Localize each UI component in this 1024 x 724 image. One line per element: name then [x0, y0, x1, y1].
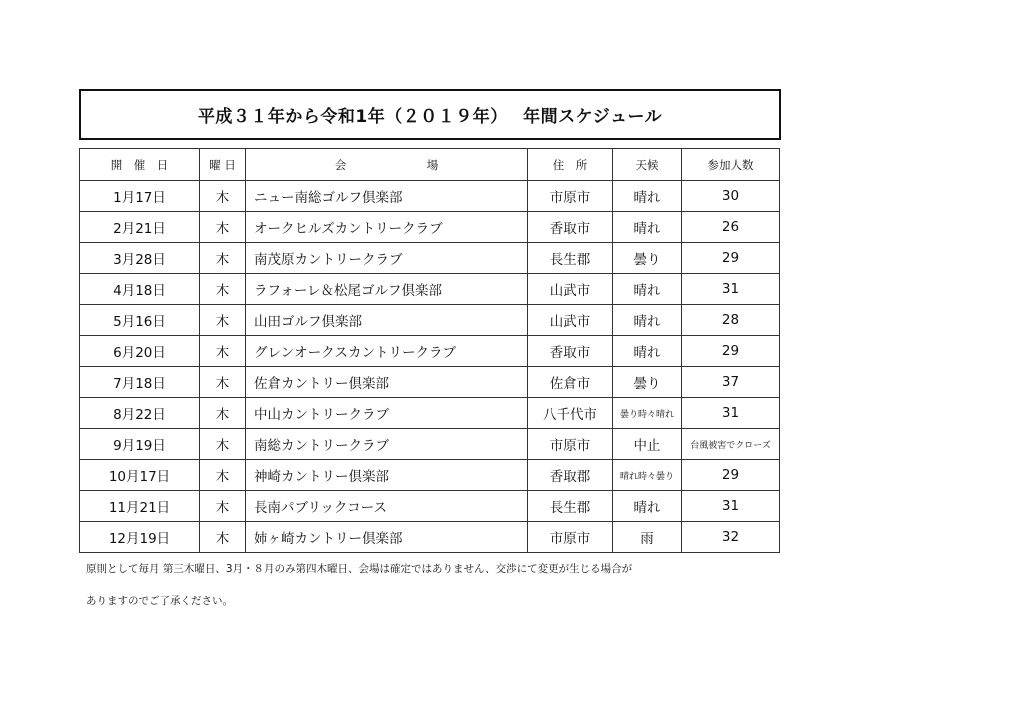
table-header-row	[80, 149, 780, 181]
table-row	[80, 212, 780, 243]
cell-location: 香取市	[528, 336, 613, 367]
cell-weekday: 木	[200, 212, 246, 243]
cell-location: 八千代市	[528, 398, 613, 429]
table-row	[80, 460, 780, 491]
table-row	[80, 522, 780, 553]
note-line-1: 原則として毎月 第三木曜日、3月・８月のみ第四木曜日、会場は確定ではありません、交渉にて変更が生じる場合が	[86, 563, 633, 575]
schedule-title-box	[79, 89, 781, 140]
cell-date: 6月20日	[80, 336, 200, 367]
cell-date: 1月17日	[80, 181, 200, 212]
cell-participants: 30	[682, 181, 780, 212]
cell-venue: オークヒルズカントリークラブ	[246, 212, 528, 243]
table-row	[80, 181, 780, 212]
cell-participants: 29	[682, 243, 780, 274]
cell-participants: 31	[682, 274, 780, 305]
cell-weather: 晴れ	[613, 305, 682, 336]
cell-date: 9月19日	[80, 429, 200, 460]
cell-venue: 佐倉カントリー倶楽部	[246, 367, 528, 398]
cell-location: 香取郡	[528, 460, 613, 491]
header-weather: 天候	[613, 149, 682, 181]
cell-weekday: 木	[200, 398, 246, 429]
cell-date: 8月22日	[80, 398, 200, 429]
table-row	[80, 491, 780, 522]
table-row	[80, 274, 780, 305]
cell-participants: 29	[682, 336, 780, 367]
note-line-2: ありますのでご了承ください。	[86, 595, 233, 607]
cell-weekday: 木	[200, 491, 246, 522]
cell-weather: 中止	[613, 429, 682, 460]
cell-date: 12月19日	[80, 522, 200, 553]
table-row	[80, 398, 780, 429]
cell-location: 佐倉市	[528, 367, 613, 398]
cell-weather: 晴れ時々曇り	[613, 460, 682, 491]
cell-weather: 晴れ	[613, 336, 682, 367]
cell-participants: 29	[682, 460, 780, 491]
schedule-table	[79, 148, 780, 553]
cell-venue: ニュー南総ゴルフ倶楽部	[246, 181, 528, 212]
cell-venue: 山田ゴルフ倶楽部	[246, 305, 528, 336]
cell-date: 5月16日	[80, 305, 200, 336]
header-date: 開 催 日	[80, 149, 200, 181]
cell-location: 山武市	[528, 305, 613, 336]
page-title: 平成３１年から令和1年（２０１９年） 年間スケジュール	[197, 107, 663, 127]
cell-participants: 26	[682, 212, 780, 243]
cell-date: 2月21日	[80, 212, 200, 243]
cell-weather: 晴れ	[613, 274, 682, 305]
cell-participants: 32	[682, 522, 780, 553]
cell-weather: 晴れ	[613, 491, 682, 522]
cell-weekday: 木	[200, 181, 246, 212]
cell-participants: 31	[682, 491, 780, 522]
cell-location: 長生郡	[528, 243, 613, 274]
cell-venue: グレンオークスカントリークラブ	[246, 336, 528, 367]
cell-weekday: 木	[200, 429, 246, 460]
cell-location: 山武市	[528, 274, 613, 305]
cell-location: 市原市	[528, 522, 613, 553]
cell-weather: 曇り時々晴れ	[613, 398, 682, 429]
cell-location: 香取市	[528, 212, 613, 243]
cell-participants: 台風被害でクローズ	[682, 429, 780, 460]
cell-weekday: 木	[200, 243, 246, 274]
table-row	[80, 336, 780, 367]
cell-date: 4月18日	[80, 274, 200, 305]
cell-weather: 晴れ	[613, 181, 682, 212]
table-row	[80, 305, 780, 336]
cell-weather: 曇り	[613, 243, 682, 274]
header-participants: 参加人数	[682, 149, 780, 181]
cell-location: 市原市	[528, 181, 613, 212]
table-row	[80, 429, 780, 460]
cell-date: 11月21日	[80, 491, 200, 522]
cell-weather: 晴れ	[613, 212, 682, 243]
header-weekday: 曜 日	[200, 149, 246, 181]
cell-venue: 南茂原カントリークラブ	[246, 243, 528, 274]
cell-participants: 37	[682, 367, 780, 398]
cell-weekday: 木	[200, 367, 246, 398]
cell-weather: 曇り	[613, 367, 682, 398]
cell-weekday: 木	[200, 522, 246, 553]
cell-participants: 28	[682, 305, 780, 336]
cell-weekday: 木	[200, 305, 246, 336]
cell-weekday: 木	[200, 460, 246, 491]
header-location: 住 所	[528, 149, 613, 181]
cell-weekday: 木	[200, 274, 246, 305]
cell-venue: 長南パブリックコース	[246, 491, 528, 522]
cell-venue: ラフォーレ＆松尾ゴルフ倶楽部	[246, 274, 528, 305]
cell-weather: 雨	[613, 522, 682, 553]
cell-date: 3月28日	[80, 243, 200, 274]
cell-venue: 神崎カントリー倶楽部	[246, 460, 528, 491]
cell-date: 7月18日	[80, 367, 200, 398]
cell-location: 長生郡	[528, 491, 613, 522]
cell-date: 10月17日	[80, 460, 200, 491]
cell-venue: 南総カントリークラブ	[246, 429, 528, 460]
cell-location: 市原市	[528, 429, 613, 460]
table-row	[80, 367, 780, 398]
table-row	[80, 243, 780, 274]
header-venue: 会 場	[246, 149, 528, 181]
cell-venue: 中山カントリークラブ	[246, 398, 528, 429]
cell-participants: 31	[682, 398, 780, 429]
cell-weekday: 木	[200, 336, 246, 367]
cell-venue: 姉ヶ崎カントリー倶楽部	[246, 522, 528, 553]
